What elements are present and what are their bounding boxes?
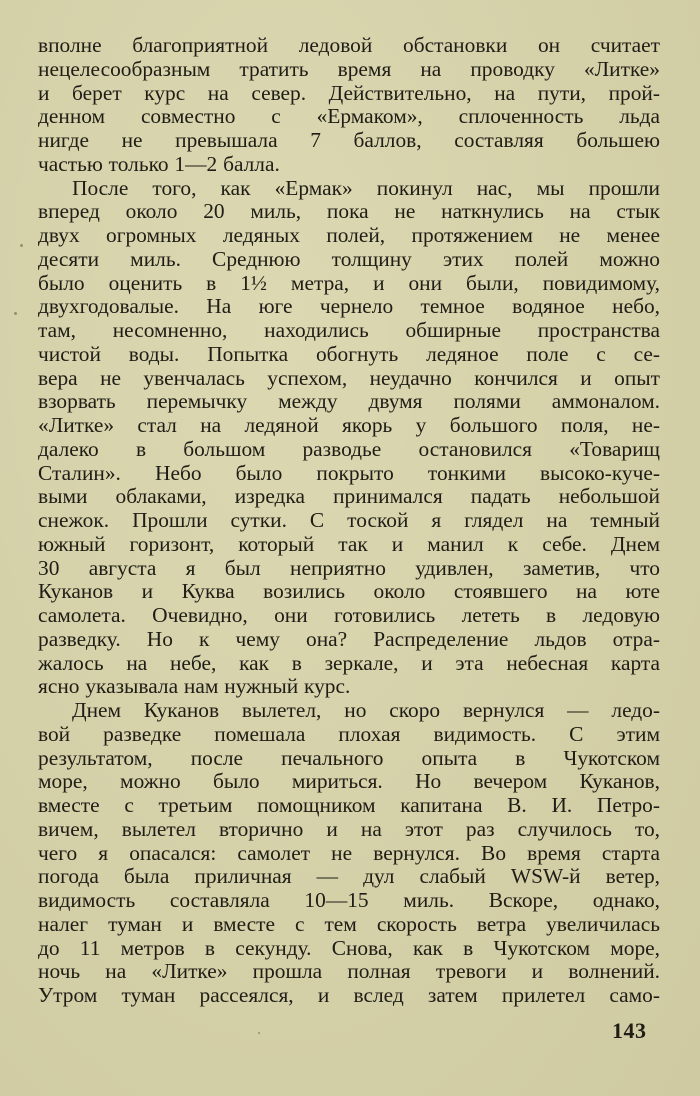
text-line: ночь на «Литке» прошла полная тревоги и волнений. bbox=[38, 960, 660, 984]
text-line: самолета. Очевидно, они готовились лететь в ледовую bbox=[38, 604, 660, 627]
text-line: ясно указывала нам нужный курс. bbox=[38, 675, 351, 699]
text-line: Утром туман рассеялся, и вслед затем прилетел само- bbox=[38, 984, 660, 1007]
text-line: вера не увенчалась успехом, неудачно кончился и опыт bbox=[38, 366, 660, 390]
text-line: вполне благоприятной ледовой обстановки он считает bbox=[38, 34, 660, 57]
page-body bbox=[38, 34, 660, 1008]
text-line: Сталин». Небо было покрыто тонкими высоко-куче- bbox=[38, 461, 660, 485]
text-line: до 11 метров в секунду. Снова, как в Чукотском море, bbox=[38, 936, 660, 960]
text-line: двухгодовалые. На юге чернело темное водяное небо, bbox=[38, 295, 660, 319]
text-line: чего я опасался: самолет не вернулся. Во время старта bbox=[38, 841, 660, 865]
paper-speck bbox=[258, 1032, 260, 1034]
paragraph-3 bbox=[38, 699, 660, 1008]
text-line: «Литке» стал на ледяной якорь у большого поля, не- bbox=[38, 414, 660, 437]
text-line: море, можно было мириться. Но вечером Куканов, bbox=[38, 770, 660, 794]
text-line: южный горизонт, который так и манил к себе. Днем bbox=[38, 532, 660, 556]
text-line: вой разведке помешала плохая видимость. С этим bbox=[38, 722, 660, 746]
text-line: результатом, после печального опыта в Чукотском bbox=[38, 746, 660, 770]
paper-speck bbox=[20, 244, 23, 247]
text-line: погода была приличная — дул слабый WSW-й ветер, bbox=[38, 865, 660, 889]
text-line: вперед около 20 миль, пока не наткнулись на стык bbox=[38, 200, 660, 224]
page-number: 143 bbox=[612, 1018, 647, 1043]
text-line: 30 августа я был неприятно удивлен, заметив, что bbox=[38, 556, 660, 580]
paragraph-1 bbox=[38, 34, 660, 177]
text-line: далеко в большом разводье остановился «Товарищ bbox=[38, 437, 660, 461]
text-line: видимость составляла 10—15 миль. Вскоре, однако, bbox=[38, 889, 660, 912]
text-line: снежок. Прошли сутки. С тоской я глядел на темный bbox=[38, 509, 660, 532]
text-line: там, несомненно, находились обширные пространства bbox=[38, 319, 660, 342]
text-line: налег туман и вместе с тем скорость ветра увеличилась bbox=[38, 912, 660, 936]
text-line: разведку. Но к чему она? Распределение льдов отра- bbox=[38, 627, 660, 651]
text-line: денном совместно с «Ермаком», сплоченность льда bbox=[38, 105, 660, 129]
paper-speck bbox=[14, 312, 17, 315]
text-line: Днем Куканов вылетел, но скоро вернулся — ледо- bbox=[72, 699, 660, 722]
text-line: частью только 1—2 балла. bbox=[38, 152, 280, 176]
text-line: чистой воды. Попытка обогнуть ледяное поле с се- bbox=[38, 342, 660, 366]
text-line: нецелесообразным тратить время на проводку «Литке» bbox=[38, 57, 660, 81]
text-line: жалось на небе, как в зеркале, и эта небесная карта bbox=[38, 651, 660, 675]
text-line: и берет курс на север. Действительно, на пути, прой- bbox=[38, 81, 660, 105]
text-line: десяти миль. Среднюю толщину этих полей можно bbox=[38, 247, 660, 271]
text-line: нигде не превышала 7 баллов, составляя большею bbox=[38, 129, 660, 152]
text-line: Куканов и Куква возились около стоявшего на юте bbox=[38, 580, 660, 604]
text-line: После того, как «Ермак» покинул нас, мы прошли bbox=[72, 176, 660, 200]
paragraph-2 bbox=[38, 177, 660, 700]
text-line: выми облаками, изредка принимался падать небольшой bbox=[38, 485, 660, 509]
text-line: взорвать перемычку между двумя полями аммоналом. bbox=[38, 390, 660, 414]
text-line: вместе с третьим помощником капитана В. И. Петро- bbox=[38, 794, 660, 817]
text-line: двух огромных ледяных полей, протяжением не менее bbox=[38, 224, 660, 247]
text-line: было оценить в 1½ метра, и они были, повидимому, bbox=[38, 271, 660, 295]
text-line: вичем, вылетел вторично и на этот раз случилось то, bbox=[38, 817, 660, 841]
